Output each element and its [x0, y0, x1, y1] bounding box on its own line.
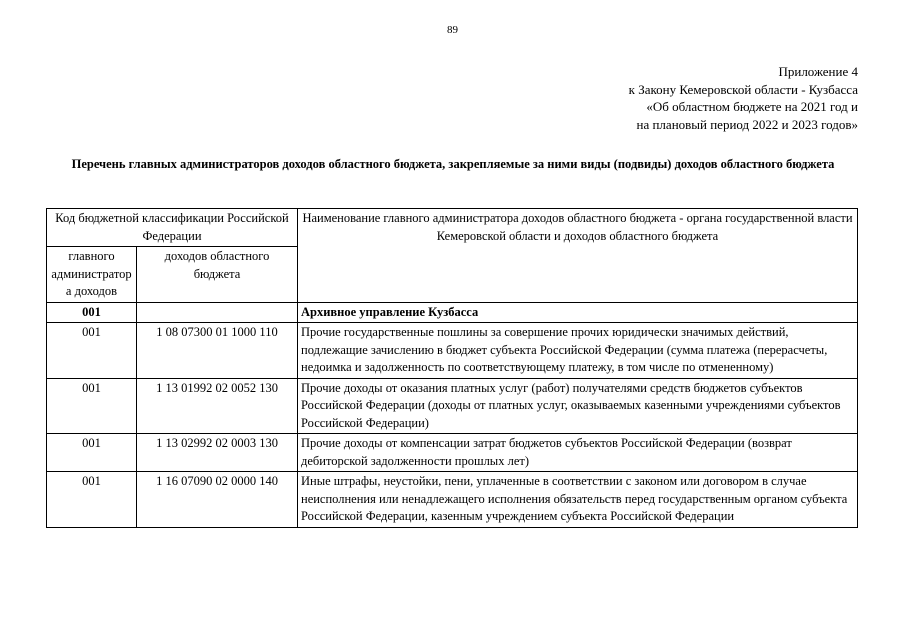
header-main-administrator: главного администратор а доходов — [47, 247, 137, 303]
appendix-line-4: на плановый период 2022 и 2023 годов» — [636, 116, 858, 132]
administrators-table — [46, 208, 858, 528]
header-classification: Код бюджетной классификации Российской Федерации — [47, 209, 298, 247]
row-income-code: 1 13 01992 02 0052 130 — [137, 378, 298, 434]
header-income-code: доходов областного бюджета — [137, 247, 298, 303]
row-admin-code: 001 — [47, 434, 137, 472]
table-row — [47, 434, 858, 472]
row-income-code: 1 13 02992 02 0003 130 — [137, 434, 298, 472]
group-admin-code: 001 — [47, 302, 137, 323]
group-empty-cell — [137, 302, 298, 323]
table-row — [47, 378, 858, 434]
row-income-name: Прочие доходы от оказания платных услуг (работ) получателями средств бюджетов субъектов Российской Федерации (доходы от платных услуг, оказываемых казенными учреждениями субъектов Российской Федерации) — [298, 378, 858, 434]
appendix-reference — [629, 63, 858, 133]
appendix-line-3: «Об областном бюджете на 2021 год и — [646, 99, 858, 114]
document-title: Перечень главных администраторов доходов областного бюджета, закрепляемые за ними виды (подвиды) доходов областного бюджета — [71, 157, 835, 171]
page-number: 89 — [447, 24, 458, 36]
row-admin-code: 001 — [47, 378, 137, 434]
group-row — [47, 302, 858, 323]
row-income-code: 1 08 07300 01 1000 110 — [137, 323, 298, 379]
row-admin-code: 001 — [47, 323, 137, 379]
appendix-line-2: к Закону Кемеровской области - Кузбасса — [628, 81, 858, 97]
row-income-name: Иные штрафы, неустойки, пени, уплаченные в соответствии с законом или договором в случае неисполнения или ненадлежащего исполнения обязательств перед государственным органом субъекта Российской Федерации, казенным учреждением субъекта Российской Федерации — [298, 472, 858, 528]
row-admin-code: 001 — [47, 472, 137, 528]
row-income-code: 1 16 07090 02 0000 140 — [137, 472, 298, 528]
row-income-name: Прочие государственные пошлины за совершение прочих юридически значимых действий, подлежащие зачислению в бюджет субъекта Российской Федерации (сумма платежа (перерасчеты, недоимка и задолженность по соответствующему платежу, в том числе по отмененному) — [298, 323, 858, 379]
appendix-line-1: Приложение 4 — [778, 64, 858, 79]
table-header-row — [47, 209, 858, 247]
table-row — [47, 472, 858, 528]
row-income-name: Прочие доходы от компенсации затрат бюджетов субъектов Российской Федерации (возврат дебиторской задолженности прошлых лет) — [298, 434, 858, 472]
group-administrator-name: Архивное управление Кузбасса — [298, 302, 858, 323]
table-row — [47, 323, 858, 379]
header-administrator-name: Наименование главного администратора доходов областного бюджета - органа государственной власти Кемеровской области и доходов областного бюджета — [298, 209, 858, 303]
